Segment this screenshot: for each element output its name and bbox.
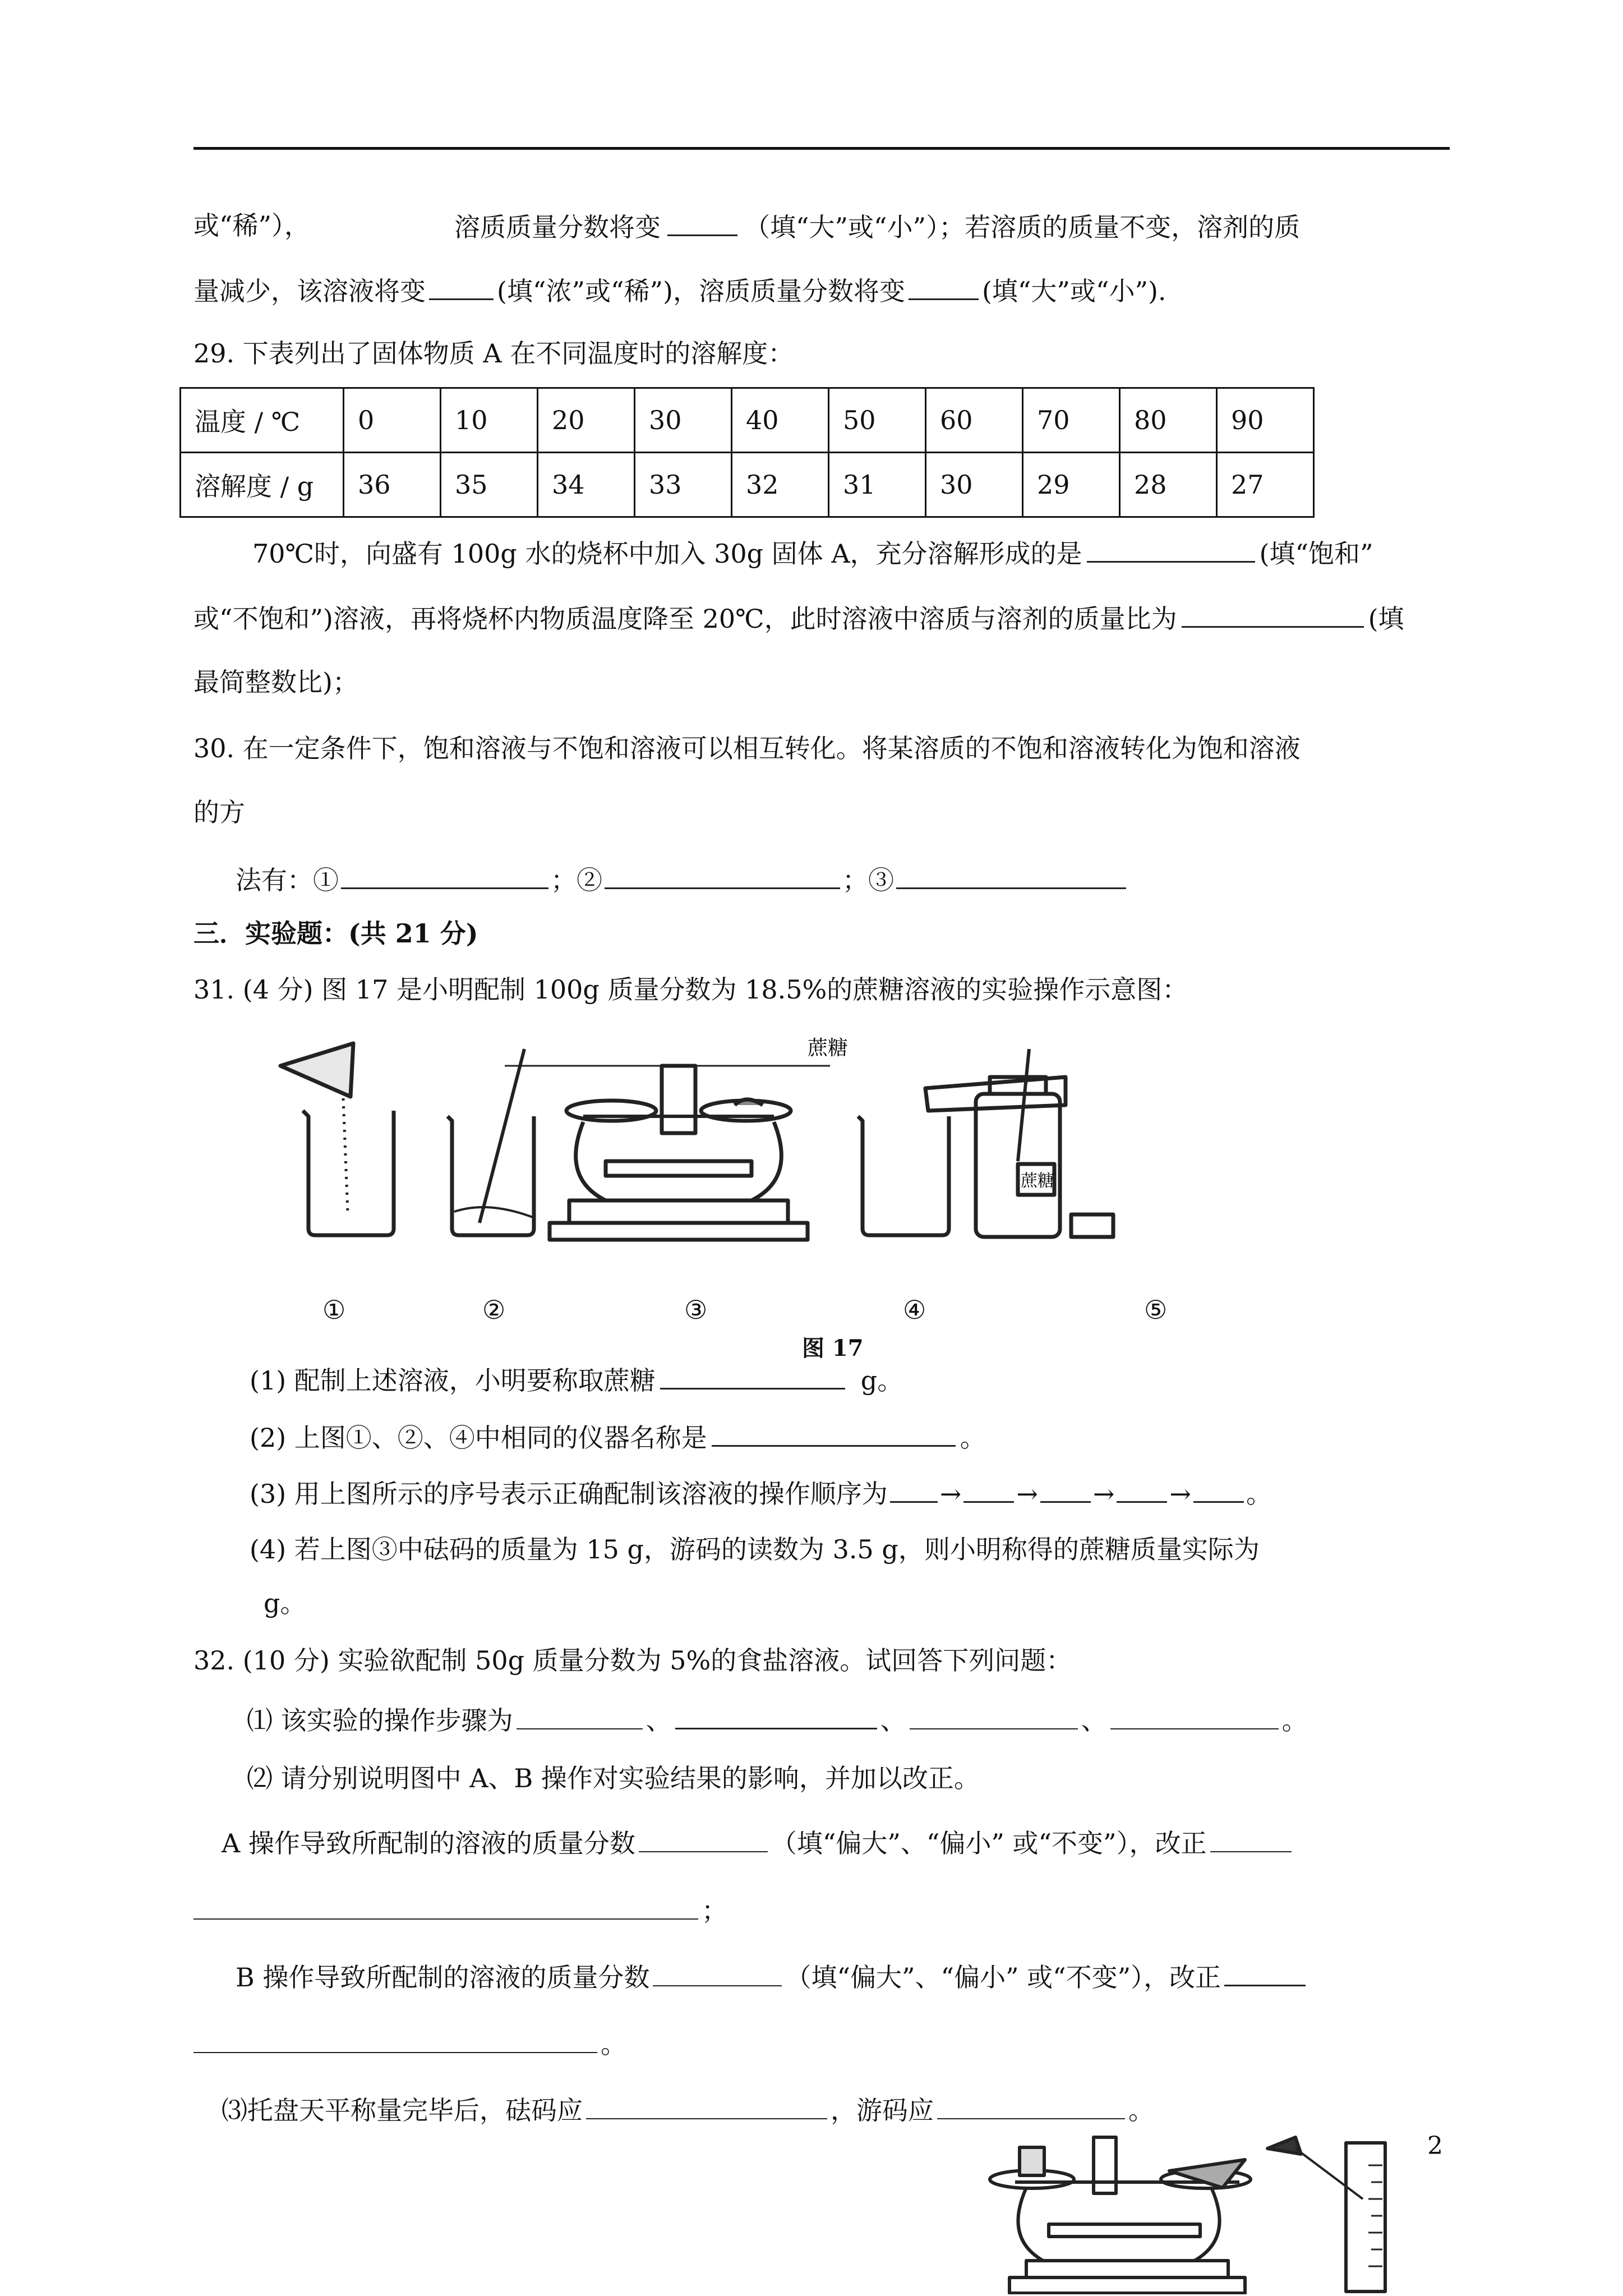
text: 。	[1246, 1479, 1272, 1509]
arrow: →	[1092, 1479, 1115, 1509]
text: (填“浓”或“稀”)，溶质质量分数将变	[497, 276, 905, 306]
answer-blank[interactable]	[1224, 1959, 1306, 1986]
answer-blank[interactable]	[1110, 1703, 1279, 1729]
balance-base	[550, 1223, 808, 1240]
answer-blank[interactable]	[937, 2092, 1125, 2119]
answer-blank[interactable]	[653, 1959, 782, 1986]
answer-blank[interactable]	[1040, 1475, 1091, 1503]
answer-blank[interactable]	[586, 2092, 827, 2119]
table-cell: 90	[1217, 388, 1314, 453]
answer-blank[interactable]	[675, 1702, 877, 1729]
table-cell: 40	[732, 388, 829, 453]
beaker-1	[303, 1111, 394, 1235]
figure-label-5: ⑤	[1144, 1295, 1168, 1325]
answer-blank[interactable]	[910, 1703, 1078, 1729]
text: 或“不饱和”)溶液，再将烧杯内物质温度降至 20℃，此时溶液中溶质与溶剂的质量比为	[193, 604, 1177, 634]
figure-label-2: ②	[482, 1295, 506, 1325]
answer-blank[interactable]	[909, 273, 979, 300]
table-cell: 70	[1023, 388, 1120, 453]
text: (4) 若上图③中砝码的质量为 15 g，游码的读数为 3.5 g，则小明称得的蔗糖质量实际为	[250, 1534, 1260, 1565]
question-31-4b	[264, 1586, 306, 1620]
answer-blank[interactable]	[1193, 1475, 1244, 1503]
table-cell: 28	[1120, 453, 1217, 517]
table-cell: 27	[1217, 453, 1314, 517]
arrow: →	[1169, 1479, 1191, 1509]
text: 。	[960, 1423, 986, 1453]
text: 70℃时，向盛有 100g 水的烧杯中加入 30g 固体 A，充分溶解形成的是	[252, 539, 1082, 569]
table-cell: 0	[344, 388, 441, 453]
text: A 操作导致所配制的溶液的质量分数	[222, 1828, 635, 1858]
text: 三．实验题：(共 21 分)	[193, 918, 478, 949]
answer-blank[interactable]	[193, 2026, 597, 2053]
text: 量减少，该溶液将变	[193, 276, 426, 306]
table-cell: 35	[441, 453, 538, 517]
text: （填“偏大”、“偏小” 或“不变”），改正	[771, 1828, 1207, 1858]
answer-blank[interactable]	[712, 1419, 956, 1447]
question-32-B2	[193, 2026, 626, 2061]
jar-lid	[1071, 1214, 1113, 1237]
table-cell: 36	[344, 453, 441, 517]
text: ；②	[551, 865, 602, 895]
text: 或“稀”），	[193, 210, 311, 241]
text: 溶质质量分数将变	[454, 212, 661, 242]
text: 。	[1281, 1705, 1308, 1736]
text-line-1	[193, 209, 310, 242]
text: g。	[264, 1588, 306, 1618]
figure-label-3: ③	[684, 1295, 708, 1325]
sugar-label-balance: 蔗糖	[808, 1037, 849, 1060]
answer-blank[interactable]	[1117, 1475, 1167, 1503]
table-cell: 50	[829, 388, 926, 453]
text: ⑵ 请分别说明图中 A、B 操作对实验结果的影响，并加以改正。	[247, 1763, 980, 1793]
text: ；	[702, 1895, 727, 1926]
text: (填“大”或“小”).	[981, 276, 1166, 306]
text: (填“饱和”	[1259, 539, 1373, 569]
table-cell: 31	[829, 453, 926, 517]
text-line-1b	[454, 209, 1300, 244]
question-32-1	[247, 1702, 1308, 1737]
text: 、	[645, 1705, 672, 1736]
page-number: 2	[1427, 2132, 1443, 2160]
beaker-4	[858, 1116, 949, 1235]
text: 的方	[193, 797, 245, 827]
table-cell: 29	[1023, 453, 1120, 517]
question-30-b	[193, 795, 245, 829]
balance-base	[1009, 2277, 1245, 2293]
text: 。	[1128, 2095, 1154, 2125]
text: ⑶托盘天平称量完毕后，砝码应	[222, 2095, 583, 2125]
text: ，游码应	[831, 2095, 934, 2125]
answer-blank[interactable]	[667, 209, 737, 236]
text: 32. (10 分) 实验欲配制 50g 质量分数为 5%的食盐溶液。试回答下列问题：	[193, 1645, 1072, 1676]
answer-blank[interactable]	[660, 1362, 845, 1389]
text: 最简整数比)；	[193, 667, 358, 697]
question-31-2	[250, 1419, 986, 1455]
question-32-A2	[193, 1893, 727, 1927]
table-cell: 30	[926, 453, 1023, 517]
answer-blank[interactable]	[639, 1825, 768, 1852]
figure-17-illustration	[269, 1032, 1279, 1245]
section-title	[193, 917, 478, 950]
question-29-b	[193, 600, 1404, 636]
answer-blank[interactable]	[1210, 1825, 1292, 1852]
table-header-cell: 温度 / ℃	[181, 388, 344, 453]
text: ⑴ 该实验的操作步骤为	[247, 1705, 513, 1736]
question-29-a	[252, 535, 1373, 570]
text: ；③	[842, 865, 894, 895]
table-cell: 10	[441, 388, 538, 453]
answer-blank[interactable]	[341, 862, 548, 889]
solubility-table	[179, 387, 1315, 518]
table-cell: 20	[538, 388, 635, 453]
table-header-cell: 溶解度 / g	[181, 453, 344, 517]
text: (1) 配制上述溶液，小明要称取蔗糖	[250, 1365, 656, 1396]
table-cell: 60	[926, 388, 1023, 453]
balance-cylinder-illustration	[981, 2126, 1486, 2294]
question-31-4	[250, 1533, 1260, 1566]
question-32-2	[247, 1761, 980, 1795]
question-30	[193, 731, 1301, 765]
weight-icon	[1020, 2147, 1044, 2175]
question-30-c	[236, 862, 1128, 897]
text: 法有：①	[236, 865, 339, 895]
arrow: →	[939, 1479, 962, 1509]
answer-blank[interactable]	[963, 1475, 1014, 1503]
text: （填“大”或“小”）；若溶质的质量不变，溶剂的质	[744, 212, 1301, 242]
table-row	[181, 388, 1314, 453]
table-cell: 33	[635, 453, 732, 517]
sugar-label-jar: 蔗糖	[1021, 1171, 1054, 1191]
answer-blank[interactable]	[1182, 600, 1364, 628]
answer-blank[interactable]	[193, 1893, 698, 1920]
text: 、	[880, 1705, 906, 1736]
answer-blank[interactable]	[896, 862, 1126, 889]
question-29-c	[193, 665, 358, 699]
answer-blank[interactable]	[890, 1475, 938, 1503]
text: 。	[601, 2029, 626, 2059]
dropper-icon	[1267, 2137, 1301, 2154]
figure-caption: 图 17	[802, 1335, 864, 1361]
table-cell: 80	[1120, 388, 1217, 453]
text: （填“偏大”、“偏小” 或“不变”），改正	[785, 1962, 1221, 1993]
question-31	[193, 973, 1188, 1006]
arrow: →	[1016, 1479, 1038, 1509]
table-cell: 30	[635, 388, 732, 453]
question-32-3	[222, 2092, 1154, 2127]
answer-blank[interactable]	[517, 1703, 643, 1729]
answer-blank[interactable]	[429, 273, 494, 300]
text: 30. 在一定条件下，饱和溶液与不饱和溶液可以相互转化。将某溶质的不饱和溶液转化为饱和溶液	[193, 733, 1301, 763]
text: (2) 上图①、②、④中相同的仪器名称是	[250, 1423, 707, 1453]
text-line-2	[193, 273, 1166, 308]
text: 31. (4 分) 图 17 是小明配制 100g 质量分数为 18.5%的蔗糖溶液的实验操作示意图：	[193, 974, 1188, 1005]
text: (3) 用上图所示的序号表示正确配制该溶液的操作顺序为	[250, 1479, 888, 1509]
text: g。	[860, 1365, 903, 1396]
table-cell: 32	[732, 453, 829, 517]
question-31-3	[250, 1475, 1272, 1511]
text: 、	[1081, 1705, 1107, 1736]
question-31-1	[250, 1362, 903, 1397]
question-29	[193, 337, 794, 370]
question-32	[193, 1644, 1072, 1677]
question-32-B	[236, 1959, 1309, 1994]
glass-rod	[479, 1049, 524, 1223]
text: (填	[1368, 604, 1404, 634]
text: B 操作导致所配制的溶液的质量分数	[236, 1962, 650, 1993]
table-row	[181, 453, 1314, 517]
figure-label-4: ④	[903, 1295, 926, 1325]
question-32-A	[222, 1825, 1295, 1860]
answer-blank[interactable]	[1087, 535, 1255, 563]
text: 29. 下表列出了固体物质 A 在不同温度时的溶解度：	[193, 338, 794, 369]
paper-funnel	[280, 1043, 353, 1097]
answer-blank[interactable]	[605, 862, 840, 889]
header-rule	[193, 147, 1450, 150]
table-cell: 34	[538, 453, 635, 517]
figure-label-1: ①	[322, 1295, 346, 1325]
